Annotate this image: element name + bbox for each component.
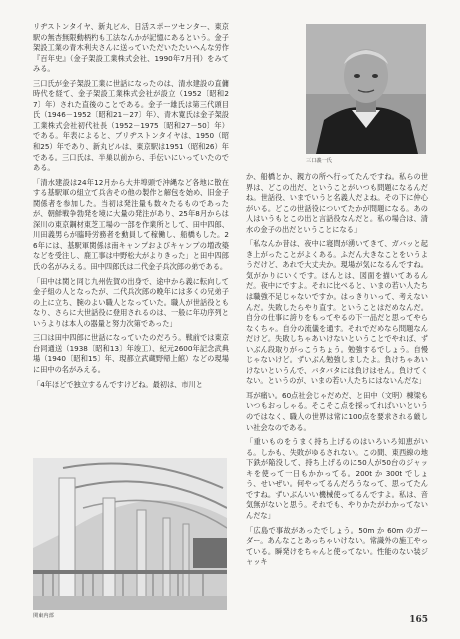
right-paragraph: 「広島で事故があったでしょう。50m か 60m のガーダー。あんなことあっちゃいけない。常識外の施工やっている。瞬発けをちゃんと使ってない。性能のない装ジャッキ	[246, 525, 428, 567]
interior-photo	[33, 458, 227, 610]
right-column	[246, 172, 428, 568]
portrait-photo-graphic	[306, 24, 426, 154]
portrait-caption: 三口義一氏	[306, 158, 332, 164]
right-paragraph: 「重いものをうまく持ち上げるのはいろいろ知恵がいる。しかも、失敗がゆるされない。この間、東西線の地下鉄が陥没して、持ち上げるのに50人が50台のジャッキを使って一日もかかってる。200t か 300t でしょう、せいぜい。何やってるんだろうなって、思ってたんですね。ずいぶんいい機械使ってるんですよ。私は、音気無がないと思う。それでも、やりかたがわかってないんだな」	[246, 437, 428, 520]
left-paragraph: 三口氏が金子架設工業に世話になったのは、清水建設の直傭時代を経て、金子架設工業株式会社が設立（1952〔昭和27〕年）された直後のことである。金子一雄氏は第三代頭目氏（1946－1952〔昭和21－27〕年）、青木寛氏は金子架設工業株式会社初代社長（1952－1975〔昭和27－50〕年）である。年表によると、ブリヂストンタイヤは、1950（昭和25）年であり、新丸ビルは、東京駅は1951（昭和26）年である。三口氏は、半巣以前から、手伝いにいっていたのである。	[33, 78, 229, 173]
interior-photo-graphic	[33, 458, 227, 610]
left-paragraph: 「田中は関と同じ九州佐賀の出身で、途中から義に転向して金子組の人となったが、二代兵次郎の晩年には多くの兄弟子の上に立ち、腕のよい職人となっていた。職人が世話役ともなり、さらに大世話役に登用されるのは、一般に年功序列というよりは本人の器量と努力次第であった」	[33, 276, 229, 328]
left-paragraph: 「4年ほどで独立するんですけどね。最初は、市川と	[33, 379, 203, 389]
right-paragraph: か、船橋とか、親方の所へ行ってたんですね。私らの世界は、どこの出だ、ということがいつも問題になるんだね。世話役、いまでいうと名義人だよね。その下に仲心がいる。どこの世話役についてたかが問題になる。あの人はいうもとこの出と言話役なんだと。私の場合は、清水の金子の出だということになる」	[246, 172, 428, 234]
portrait-photo	[306, 24, 426, 154]
right-paragraph: 耳が痛い。60点社会じゃだめだ、と田中（文明）棟梁もいつもおっしゃる。そこそこ点を採ってればいいというのではなく、職人の世界は常に100点を要求される厳しい社会なのである。	[246, 390, 428, 432]
left-paragraph: リヂストンタイヤ、新丸ビル、日活スポーツセンター、東京駅の無杏無限動柄杓も工法なんかが記憶にあるという。金子架設工業の青木利夫さんに送っていただいたたいへんな労作『百年史』（金子架設工業株式会社、1990年7月刊）をみてみる。	[33, 22, 229, 74]
left-paragraph: 三口は田中四郎に世話になっていたのだろう。戦前では東京台同通送（1938〔昭和13〕年竣工）、紀元2600年記念武典場（1940〔昭和15〕年、現都立武蔵野帰上館）などの現場に田中の名がみえる。	[33, 333, 229, 374]
left-paragraph: 「清水建設は24年12月から大井埠頭で沖縄など各地に散在する基駅軍の組立て兵舎その他の製作と解包を始め、旧金子関係者を参加した。当初は発注量も数々たるものであったが、朝鮮戦争勃発を境に大量の発注があり、25年8月からは深川の東京鋼材東芝工場の一部を作業所として、田中四郎、川田義男らが臨時労務者を動員して稼働し、船橋もした。26年には、基駅軍関係は南キャンプおよびキャンプの増改築などを受注し、鹿工事は中野松大がよりきった」と田中四郎氏の名がみえる。田中四郎氏は二代金子兵次郎の弟である。	[33, 177, 229, 272]
interior-caption: 関東内部	[33, 613, 54, 619]
left-column	[33, 22, 229, 390]
page-number: 165	[409, 615, 428, 625]
right-paragraph: 「私なんか昔は、夜中に寝問が湧いてきて、ガバッと起き上がったことがよくある。ふだん大きなことをいうようだけど、あれで大丈夫か。現場が気になるんですね。気がかりにいくです。ほんとは、図面を描いてあるんだ。夜中にですよ。それに比べると、いまの若い人たちは職強不足じゃないですか。はっきりいって、考えないんだ。失敗したらやり直す。ということはだめなんだ。自分の仕事に誇りをもってやるの下一品だと思ってやらなくちゃ。自分の流儀を通す。それでだめなら問題なんだけど。失敗しちゃあいけないということでやれば、ずいぶん段取りがっこうちょう。勉強するでしょう。自慢じゃないけど。ずいぶん勉強しましたよ。負けちゃあいけないというんで、バタバタには負けはせん。負けてくない。というのが、いまの若い人たちにはないんだな」	[246, 239, 428, 386]
